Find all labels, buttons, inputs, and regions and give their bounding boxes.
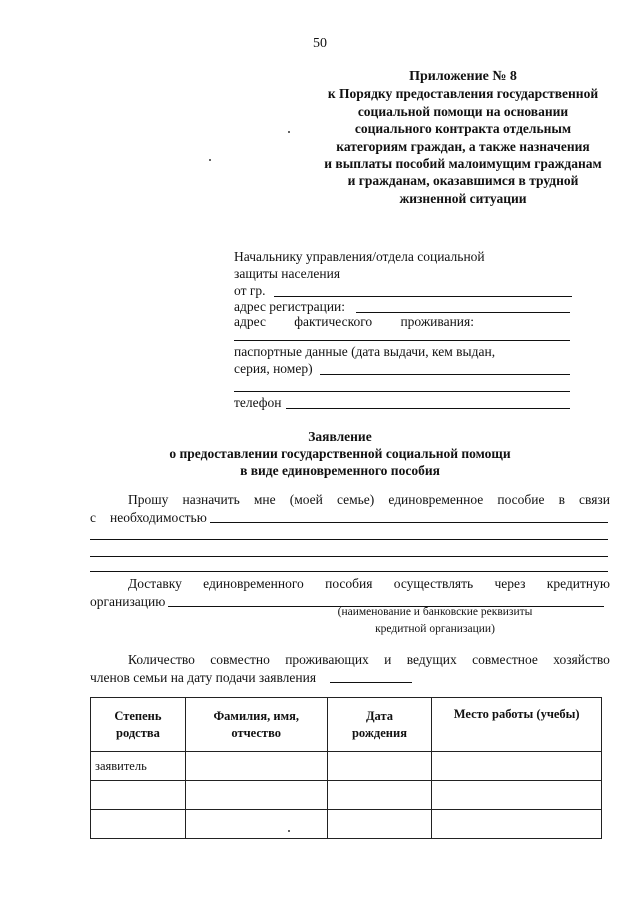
family-members-table (90, 697, 602, 839)
table-row (91, 810, 602, 839)
members-count-line2: членов семьи на дату подачи заявления (90, 670, 317, 685)
members-word: совместно (210, 652, 270, 667)
request-word: Прошу (128, 492, 169, 507)
actual-address-field[interactable] (234, 340, 570, 341)
header-workplace: Место работы (учебы) (432, 698, 602, 752)
request-word: назначить (182, 492, 240, 507)
addressee-line1: Начальнику управления/отдела социальной (234, 249, 485, 264)
members-word: и (384, 652, 392, 667)
addressee-line2: защиты населения (234, 266, 341, 281)
reason-field-line3[interactable] (90, 556, 608, 557)
header-relation: Степень родства (91, 698, 186, 752)
delivery-word: через (494, 576, 526, 591)
table-row (91, 752, 602, 781)
appendix-line: к Порядку предоставления государственной (327, 86, 599, 102)
reg-address-label: адрес регистрации: (234, 299, 346, 314)
scan-speck (288, 131, 290, 133)
table-row (91, 781, 602, 810)
phone-label: телефон (234, 395, 282, 410)
request-word: связи (579, 492, 610, 507)
request-word: мне (253, 492, 276, 507)
members-word: ведущих (406, 652, 457, 667)
delivery-word: единовременного (203, 576, 304, 591)
note-line: кредитной организации) (375, 623, 495, 635)
members-word: проживающих (285, 652, 369, 667)
reason-field-line2[interactable] (90, 539, 608, 540)
appendix-line: категориям граждан, а также назначения (336, 138, 590, 154)
request-word: (моей (289, 492, 323, 507)
header-birth-date: Дата рождения (327, 698, 432, 752)
request-word: пособие (497, 492, 545, 507)
credit-org-note (330, 604, 540, 638)
passport-field-extra[interactable] (234, 391, 570, 392)
appendix-line: и выплаты пособий малоимущим гражданам (324, 156, 602, 172)
appendix-line: и гражданам, оказавшимся в трудной (347, 173, 579, 189)
cell-full-name[interactable] (185, 752, 327, 781)
cell-relation[interactable] (91, 810, 186, 839)
statement-heading: Заявление (308, 429, 372, 444)
request-line2-prefix: с (90, 510, 96, 525)
cell-birth-date[interactable] (327, 810, 432, 839)
reason-field[interactable] (210, 522, 608, 523)
phone-field[interactable] (286, 408, 570, 409)
reason-field-line4[interactable] (90, 571, 608, 572)
request-word: семье) (336, 492, 375, 507)
request-word: в (558, 492, 565, 507)
delivery-word: Доставку (128, 576, 182, 591)
cell-full-name[interactable] (185, 781, 327, 810)
appendix-line: жизненной ситуации (399, 190, 527, 206)
appendix-line: социальной помощи на основании (357, 103, 569, 119)
appendix-line: социального контракта отдельным (354, 121, 572, 137)
header-full-name: Фамилия, имя, отчество (185, 698, 327, 752)
table-header-row (91, 698, 602, 752)
cell-relation[interactable] (91, 781, 186, 810)
cell-full-name[interactable] (185, 810, 327, 839)
actual-address-word: адрес (234, 314, 266, 329)
members-word: Количество (128, 652, 195, 667)
cell-birth-date[interactable] (327, 752, 432, 781)
statement-subtitle: о предоставлении государственной социальной помощи (169, 446, 511, 461)
request-line2-word: необходимостью (110, 510, 207, 525)
actual-address-label (234, 313, 474, 331)
members-count-field[interactable] (330, 682, 412, 683)
passport-label-line1: паспортные данные (дата выдачи, кем выдан, (234, 344, 496, 359)
members-word: совместное (472, 652, 538, 667)
actual-address-word: проживания: (400, 314, 474, 329)
scan-speck (288, 830, 290, 832)
passport-field[interactable] (320, 374, 570, 375)
note-line: (наименование и банковские реквизиты (337, 606, 533, 618)
request-word: единовременное (388, 492, 484, 507)
page-number: 50 (313, 36, 327, 51)
delivery-word: осуществлять (393, 576, 474, 591)
cell-relation[interactable]: заявитель (91, 752, 186, 781)
appendix-title: Приложение № 8 (409, 69, 517, 84)
cell-workplace[interactable] (432, 781, 602, 810)
cell-workplace[interactable] (432, 752, 602, 781)
cell-workplace[interactable] (432, 810, 602, 839)
actual-address-word: фактического (294, 314, 373, 329)
delivery-line2: организацию (90, 594, 166, 609)
delivery-line1 (128, 574, 610, 593)
scan-speck (209, 159, 211, 161)
statement-title (150, 428, 530, 479)
members-count-line1 (128, 650, 610, 669)
request-line1 (128, 490, 610, 509)
from-citizen-field[interactable] (274, 296, 572, 297)
delivery-word: пособия (325, 576, 373, 591)
passport-label-line2: серия, номер) (234, 361, 313, 376)
members-word: хозяйство (553, 652, 610, 667)
statement-subtitle: в виде единовременного пособия (240, 463, 440, 478)
from-citizen-label: от гр. (234, 283, 266, 298)
appendix-header (300, 68, 626, 207)
cell-birth-date[interactable] (327, 781, 432, 810)
delivery-word: кредитную (546, 576, 610, 591)
